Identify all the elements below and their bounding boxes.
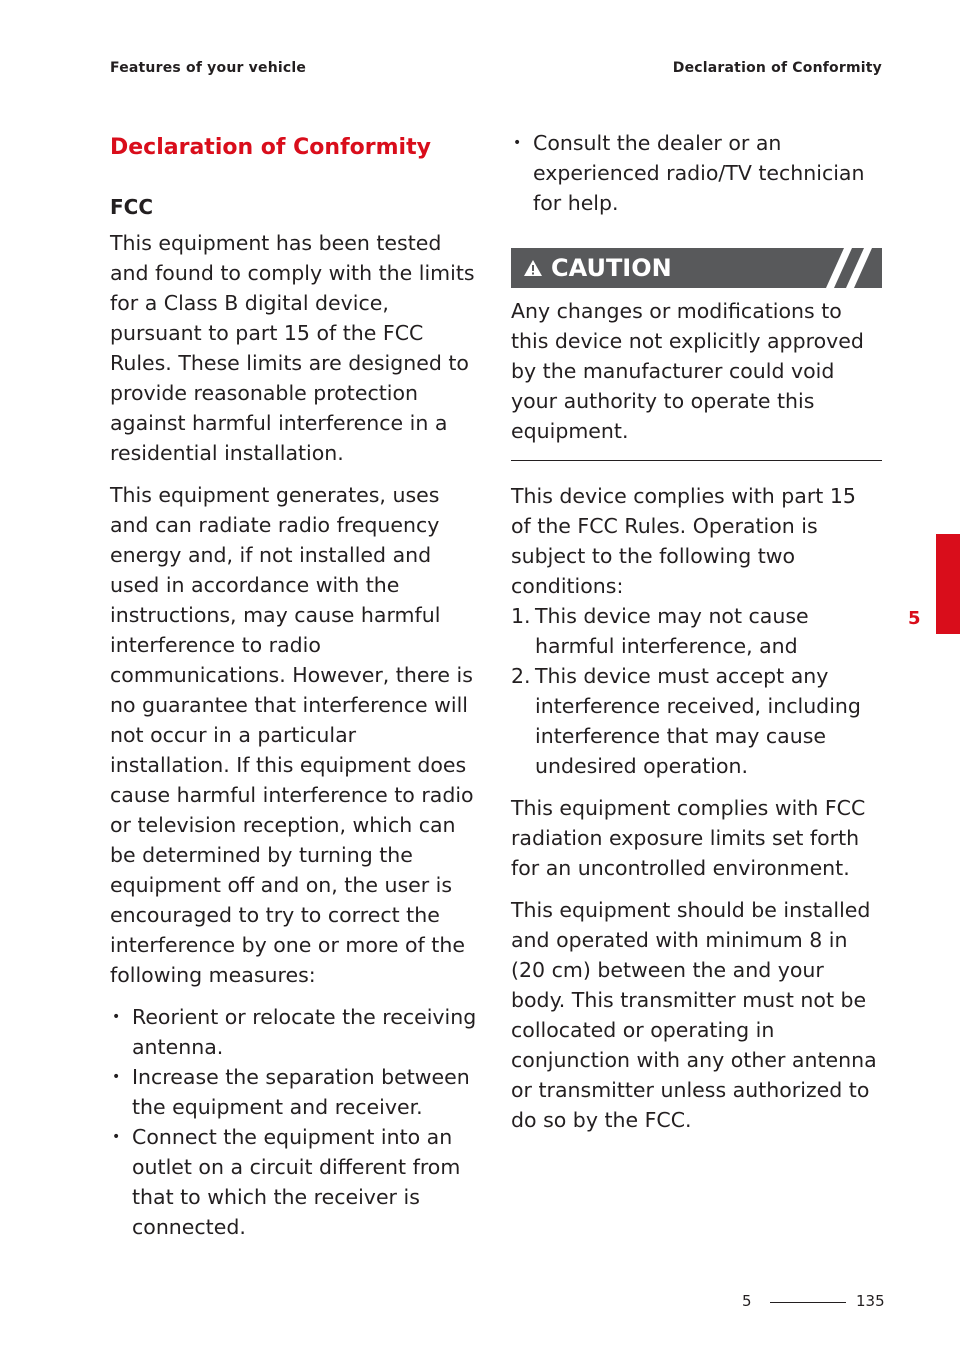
list-item: • Increase the separation between the equipment and receiver.: [110, 1062, 478, 1122]
caution-stripes-decoration: [826, 248, 878, 288]
conditions-list: [511, 601, 882, 781]
running-header-left: Features of your vehicle: [110, 60, 307, 76]
paragraph-exposure: This equipment complies with FCC radiation exposure limits set forth for an uncontrolled environment.: [511, 796, 866, 880]
paragraph-part15: This device complies with part 15 of the FCC Rules. Operation is subject to the following two conditions:: [511, 484, 856, 598]
footer-section-number: 5: [742, 1292, 752, 1310]
paragraph-test-limits: This equipment has been tested and found to comply with the limits for a Class B digital device, pursuant to part 15 of the FCC Rules. These limits are designed to provide reasonable protection against harmful interference in a residential installation.: [110, 231, 475, 465]
chapter-tab-number: 5: [908, 608, 921, 629]
list-item: 1. This device may not cause harmful interference, and: [511, 604, 809, 658]
subheading-fcc: FCC: [110, 195, 154, 219]
right-column: [511, 128, 882, 1147]
list-item: • Consult the dealer or an experienced radio/TV technician for help.: [511, 128, 882, 218]
divider: [511, 460, 882, 461]
list-item: 2. This device must accept any interference received, including interference that may cause undesired operation.: [511, 664, 861, 778]
page-number: 135: [856, 1292, 885, 1310]
chapter-tab: [936, 534, 960, 634]
warning-triangle-icon: [523, 258, 543, 278]
caution-label: CAUTION: [551, 254, 672, 282]
paragraph-interference: This equipment generates, uses and can radiate radio frequency energy and, if not installed and used in accordance with the instructions, may cause harmful interference to radio communications. However, there is no guarantee that interference will not occur in a particular installation. If this equipment does cause harmful interference to radio or television reception, which can be determined by turning the equipment off and on, the user is encouraged to try to correct the interference by one or more of the following measures:: [110, 483, 474, 987]
measures-list: [110, 1002, 478, 1242]
paragraph-installation: This equipment should be installed and operated with minimum 8 in (20 cm) between the and your body. This transmitter must not be collocated or operating in conjunction with any other antenna or transmitter unless authorized to do so by the FCC.: [511, 898, 877, 1132]
left-column: [110, 128, 478, 1242]
footer-divider: [770, 1302, 846, 1303]
list-item: • Reorient or relocate the receiving antenna.: [110, 1002, 478, 1062]
list-item: • Connect the equipment into an outlet on a circuit different from that to which the receiver is connected.: [110, 1122, 478, 1242]
section-title: Declaration of Conformity: [110, 135, 431, 160]
caution-banner: [511, 248, 882, 288]
measures-list-continued: [511, 128, 882, 218]
running-header-right: Declaration of Conformity: [672, 60, 882, 76]
caution-text: Any changes or modifications to this device not explicitly approved by the manufacturer could void your authority to operate this equipment.: [511, 299, 864, 443]
